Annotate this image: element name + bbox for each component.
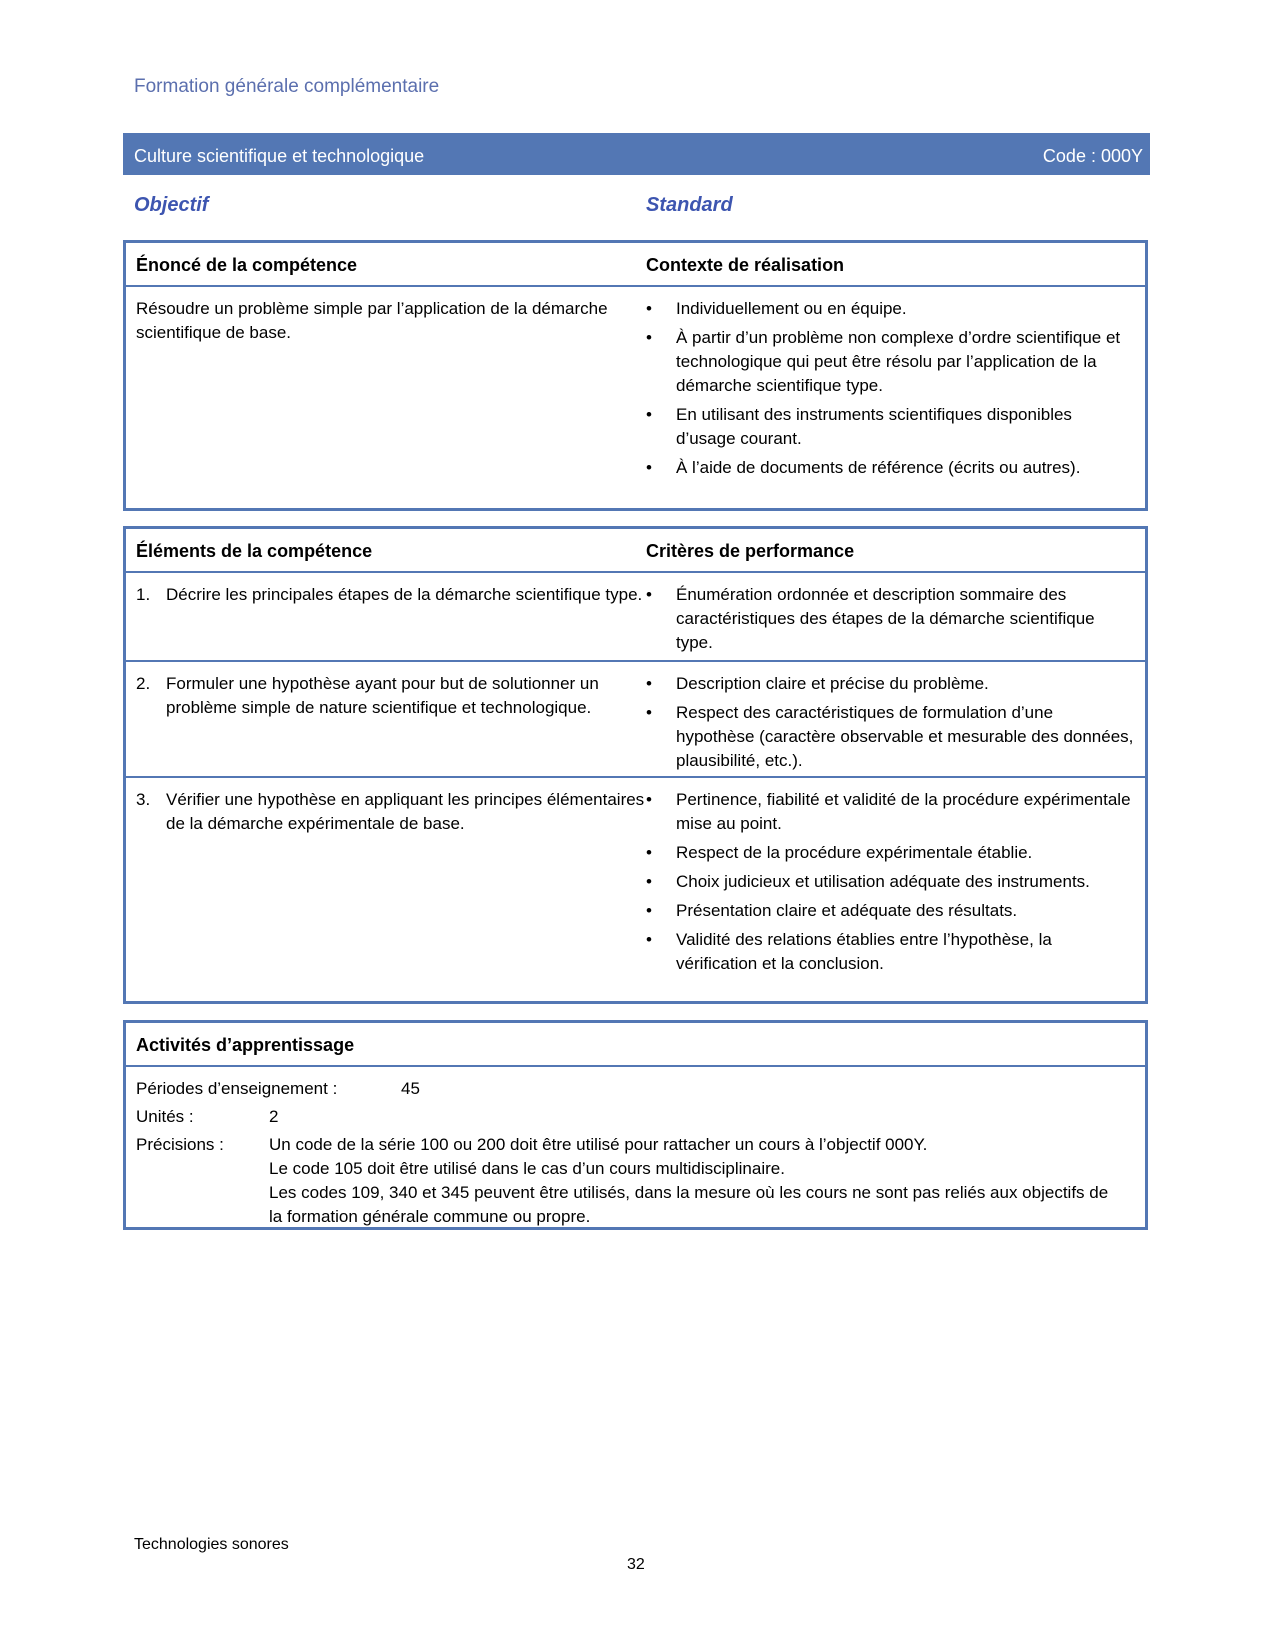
criteria-item: • Choix judicieux et utilisation adéquate des instruments. bbox=[646, 870, 1134, 894]
criteria-item: • Description claire et précise du problème. bbox=[646, 672, 1134, 696]
objective-code: Code : 000Y bbox=[1042, 146, 1143, 166]
contexte-item: • En utilisant des instruments scientifiques disponibles d’usage courant. bbox=[646, 403, 1134, 451]
enonce-table-header bbox=[126, 243, 1145, 287]
enonce-header: Énoncé de la compétence bbox=[136, 255, 358, 275]
elements-header: Éléments de la compétence bbox=[136, 541, 373, 561]
footer-program-name: Technologies sonores bbox=[134, 1536, 289, 1553]
objective-title: Culture scientifique et technologique bbox=[134, 146, 425, 166]
precisions-text bbox=[269, 1133, 1109, 1229]
contexte-list bbox=[646, 297, 1134, 480]
elements-table-header bbox=[126, 529, 1145, 573]
enonce-table bbox=[123, 240, 1148, 511]
criteria-item: • Présentation claire et adéquate des résultats. bbox=[646, 899, 1134, 923]
criteria-list bbox=[646, 788, 1134, 976]
contexte-list-wrap bbox=[646, 297, 1134, 485]
criteres-header: Critères de performance bbox=[646, 541, 855, 561]
activites-header: Activités d’apprentissage bbox=[136, 1035, 355, 1055]
element-text bbox=[136, 583, 656, 607]
precisions-label: Précisions : bbox=[136, 1135, 224, 1154]
activites-table-header bbox=[126, 1023, 1145, 1067]
criteria-wrap bbox=[646, 788, 1134, 981]
enonce-row bbox=[126, 287, 1145, 511]
enonce-text: Résoudre un problème simple par l’application de la démarche scientifique de base. bbox=[136, 299, 608, 342]
standard-heading: Standard bbox=[646, 194, 733, 216]
activites-table bbox=[123, 1020, 1148, 1230]
criteria-list bbox=[646, 672, 1134, 773]
element-text bbox=[136, 672, 656, 720]
criteria-item: • Respect de la procédure expérimentale établie. bbox=[646, 841, 1134, 865]
unites-value: 2 bbox=[269, 1107, 279, 1126]
objectif-heading: Objectif bbox=[134, 194, 209, 216]
document-header-title: Formation générale complémentaire bbox=[134, 76, 440, 97]
element-description: Formuler une hypothèse ayant pour but de solutionner un problème simple de nature scientifique et technologique. bbox=[166, 674, 599, 717]
element-text bbox=[136, 788, 656, 836]
criteria-item: • Pertinence, fiabilité et validité de la procédure expérimentale mise au point. bbox=[646, 788, 1134, 836]
element-number: 3. bbox=[136, 790, 151, 809]
element-number: 2. bbox=[136, 674, 151, 693]
criteria-item: • Respect des caractéristiques de formulation d’une hypothèse (caractère observable et mesurable des données, plausibilité, etc.). bbox=[646, 701, 1134, 773]
periodes-value: 45 bbox=[401, 1079, 420, 1098]
criteria-wrap bbox=[646, 672, 1134, 778]
element-row bbox=[126, 662, 1145, 778]
periodes-label: Périodes d’enseignement : bbox=[136, 1079, 338, 1098]
element-number: 1. bbox=[136, 585, 151, 604]
element-row bbox=[126, 778, 1145, 1004]
precision-line: Le code 105 doit être utilisé dans le cas d’un cours multidisciplinaire. bbox=[269, 1159, 785, 1178]
precision-line: Un code de la série 100 ou 200 doit être utilisé pour rattacher un cours à l’objectif 000Y. bbox=[269, 1135, 928, 1154]
criteria-list bbox=[646, 583, 1134, 655]
elements-table bbox=[123, 526, 1148, 1004]
activites-body bbox=[126, 1067, 1145, 1227]
criteria-item: • Énumération ordonnée et description sommaire des caractéristiques des étapes de la démarche scientifique type. bbox=[646, 583, 1134, 655]
contexte-header: Contexte de réalisation bbox=[646, 255, 845, 275]
contexte-item: • Individuellement ou en équipe. bbox=[646, 297, 1134, 321]
precision-line: Les codes 109, 340 et 345 peuvent être utilisés, dans la mesure où les cours ne sont pas reliés aux objectifs de la formation générale commune ou propre. bbox=[269, 1183, 1109, 1226]
element-description: Vérifier une hypothèse en appliquant les principes élémentaires de la démarche expérimentale de base. bbox=[166, 790, 645, 833]
footer-page-number: 32 bbox=[627, 1556, 645, 1573]
contexte-item: • À partir d’un problème non complexe d’ordre scientifique et technologique qui peut être résolu par l’application de la démarche scientifique type. bbox=[646, 326, 1134, 398]
criteria-item: • Validité des relations établies entre l’hypothèse, la vérification et la conclusion. bbox=[646, 928, 1134, 976]
criteria-wrap bbox=[646, 583, 1134, 660]
unites-label: Unités : bbox=[136, 1107, 194, 1126]
contexte-item: • À l’aide de documents de référence (écrits ou autres). bbox=[646, 456, 1134, 480]
element-description: Décrire les principales étapes de la démarche scientifique type. bbox=[166, 585, 643, 604]
element-row bbox=[126, 573, 1145, 662]
